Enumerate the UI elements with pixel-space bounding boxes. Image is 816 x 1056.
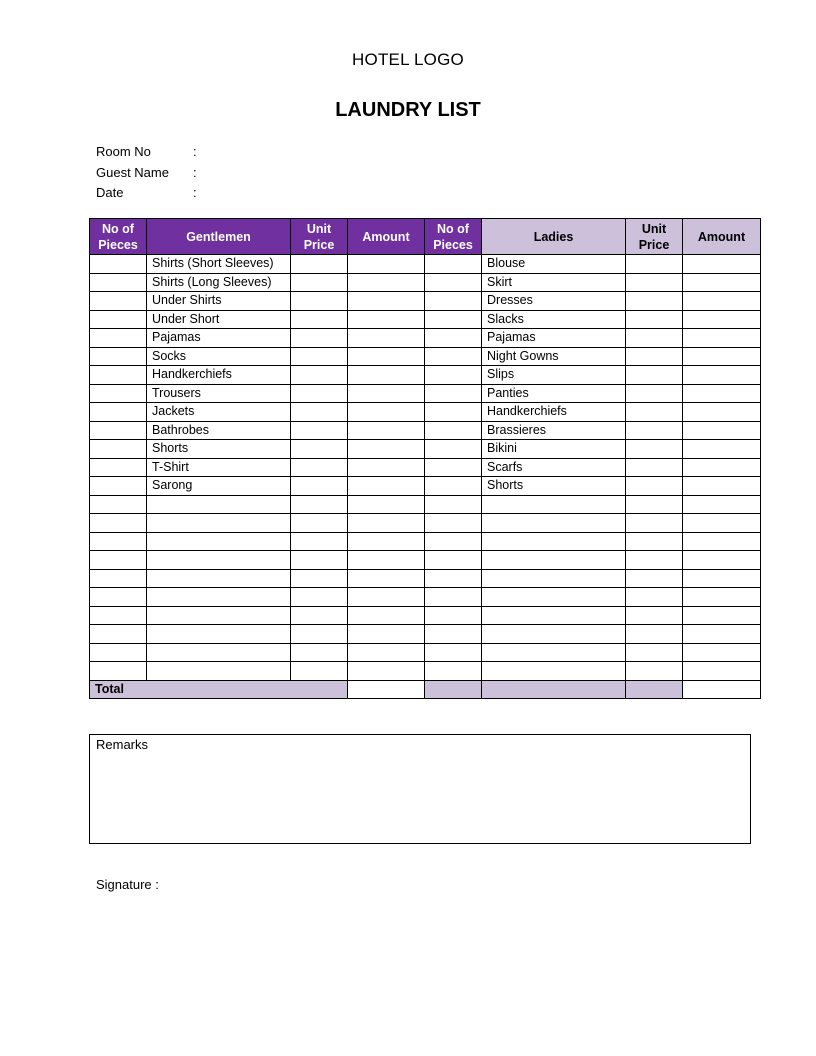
ladies-item-cell: Panties	[482, 384, 626, 403]
ladies-item-cell	[482, 588, 626, 607]
gents-unit-price-cell[interactable]	[291, 458, 348, 477]
ladies-unit-price-cell[interactable]	[626, 643, 683, 662]
ladies-amount-cell[interactable]	[683, 643, 761, 662]
gents-amount-cell[interactable]	[348, 569, 425, 588]
gents-amount-cell[interactable]	[348, 440, 425, 459]
gents-pieces-cell[interactable]	[90, 477, 147, 496]
table-row	[90, 495, 761, 514]
ladies-item-cell: Pajamas	[482, 329, 626, 348]
ladies-unit-price-cell[interactable]	[626, 551, 683, 570]
ladies-item-cell: Brassieres	[482, 421, 626, 440]
ladies-unit-price-cell[interactable]	[626, 273, 683, 292]
ladies-item-cell: Handkerchiefs	[482, 403, 626, 422]
gents-pieces-cell[interactable]	[90, 440, 147, 459]
gents-unit-price-cell[interactable]	[291, 255, 348, 274]
gents-amount-cell[interactable]	[348, 606, 425, 625]
gents-total-amount-cell[interactable]	[348, 680, 425, 699]
table-row	[90, 643, 761, 662]
ladies-amount-cell[interactable]	[683, 329, 761, 348]
gents-item-cell: Pajamas	[147, 329, 291, 348]
gents-pieces-cell[interactable]	[90, 273, 147, 292]
ladies-pieces-cell[interactable]	[425, 310, 482, 329]
gents-item-cell: Bathrobes	[147, 421, 291, 440]
ladies-unit-price-cell[interactable]	[626, 588, 683, 607]
gents-item-cell	[147, 569, 291, 588]
ladies-amount-cell[interactable]	[683, 384, 761, 403]
gents-amount-cell[interactable]	[348, 421, 425, 440]
gents-unit-price-cell[interactable]	[291, 310, 348, 329]
gents-amount-cell[interactable]	[348, 625, 425, 644]
ladies-total-pieces-cell	[425, 680, 482, 699]
ladies-pieces-cell[interactable]	[425, 606, 482, 625]
ladies-item-cell	[482, 569, 626, 588]
ladies-pieces-header: No of Pieces	[425, 219, 482, 255]
gents-item-cell: T-Shirt	[147, 458, 291, 477]
gents-unit-price-cell[interactable]	[291, 366, 348, 385]
laundry-table-body	[90, 255, 761, 681]
room-no-label: Room No	[96, 144, 151, 160]
table-row	[90, 310, 761, 329]
gents-item-cell	[147, 588, 291, 607]
ladies-pieces-cell[interactable]	[425, 403, 482, 422]
gents-unit-price-cell[interactable]	[291, 421, 348, 440]
ladies-unit-price-cell[interactable]	[626, 440, 683, 459]
gents-pieces-cell[interactable]	[90, 458, 147, 477]
ladies-pieces-cell[interactable]	[425, 477, 482, 496]
gents-amount-cell[interactable]	[348, 347, 425, 366]
gents-pieces-cell[interactable]	[90, 551, 147, 570]
gents-amount-cell[interactable]	[348, 532, 425, 551]
ladies-amount-cell[interactable]	[683, 403, 761, 422]
gents-pieces-cell[interactable]	[90, 588, 147, 607]
gents-amount-header: Amount	[348, 219, 425, 255]
gents-amount-cell[interactable]	[348, 384, 425, 403]
ladies-unit-price-cell[interactable]	[626, 569, 683, 588]
table-row	[90, 625, 761, 644]
gents-pieces-cell[interactable]	[90, 606, 147, 625]
ladies-amount-cell[interactable]	[683, 569, 761, 588]
gents-item-cell	[147, 514, 291, 533]
gents-pieces-cell[interactable]	[90, 514, 147, 533]
table-row	[90, 588, 761, 607]
table-row	[90, 273, 761, 292]
ladies-amount-cell[interactable]	[683, 625, 761, 644]
gents-item-cell	[147, 551, 291, 570]
gents-unit-price-cell[interactable]	[291, 662, 348, 681]
ladies-item-cell: Dresses	[482, 292, 626, 311]
ladies-item-cell: Skirt	[482, 273, 626, 292]
ladies-pieces-cell[interactable]	[425, 551, 482, 570]
table-row	[90, 421, 761, 440]
ladies-item-cell: Bikini	[482, 440, 626, 459]
guest-name-label: Guest Name	[96, 164, 169, 180]
table-row	[90, 384, 761, 403]
gents-pieces-cell[interactable]	[90, 421, 147, 440]
ladies-unit-price-cell[interactable]	[626, 458, 683, 477]
ladies-item-cell	[482, 495, 626, 514]
gents-amount-cell[interactable]	[348, 495, 425, 514]
gents-item-cell: Sarong	[147, 477, 291, 496]
gents-item-cell: Shirts (Short Sleeves)	[147, 255, 291, 274]
table-row	[90, 255, 761, 274]
gents-unit-price-cell[interactable]	[291, 514, 348, 533]
gents-unit-price-cell[interactable]	[291, 403, 348, 422]
guest-name-colon: :	[193, 164, 197, 180]
gents-unit-price-cell[interactable]	[291, 588, 348, 607]
table-row	[90, 514, 761, 533]
gents-unit-price-header: Unit Price	[291, 219, 348, 255]
table-row	[90, 606, 761, 625]
table-row	[90, 458, 761, 477]
gents-pieces-cell[interactable]	[90, 292, 147, 311]
gents-unit-price-cell[interactable]	[291, 384, 348, 403]
ladies-item-cell	[482, 625, 626, 644]
gents-pieces-cell[interactable]	[90, 329, 147, 348]
ladies-unit-price-cell[interactable]	[626, 477, 683, 496]
gents-item-cell	[147, 625, 291, 644]
gents-item-cell: Jackets	[147, 403, 291, 422]
gents-item-cell: Shorts	[147, 440, 291, 459]
ladies-item-cell: Shorts	[482, 477, 626, 496]
gents-amount-cell[interactable]	[348, 458, 425, 477]
ladies-pieces-cell[interactable]	[425, 347, 482, 366]
gents-pieces-cell[interactable]	[90, 366, 147, 385]
remarks-box[interactable]	[89, 734, 751, 844]
gents-unit-price-cell[interactable]	[291, 625, 348, 644]
ladies-pieces-cell[interactable]	[425, 273, 482, 292]
ladies-unit-price-cell[interactable]	[626, 403, 683, 422]
gents-pieces-cell[interactable]	[90, 569, 147, 588]
ladies-unit-price-cell[interactable]	[626, 347, 683, 366]
ladies-amount-cell[interactable]	[683, 347, 761, 366]
gents-unit-price-cell[interactable]	[291, 329, 348, 348]
gents-amount-cell[interactable]	[348, 273, 425, 292]
guest-name-row	[96, 163, 203, 184]
table-row	[90, 477, 761, 496]
gents-item-cell: Handkerchiefs	[147, 366, 291, 385]
ladies-pieces-cell[interactable]	[425, 643, 482, 662]
table-row	[90, 403, 761, 422]
table-row	[90, 662, 761, 681]
ladies-unit-price-cell[interactable]	[626, 532, 683, 551]
ladies-amount-cell[interactable]	[683, 366, 761, 385]
ladies-unit-price-cell[interactable]	[626, 495, 683, 514]
gents-item-cell	[147, 495, 291, 514]
table-row	[90, 569, 761, 588]
ladies-pieces-cell[interactable]	[425, 458, 482, 477]
ladies-pieces-cell[interactable]	[425, 662, 482, 681]
ladies-amount-cell[interactable]	[683, 662, 761, 681]
gents-amount-cell[interactable]	[348, 551, 425, 570]
ladies-amount-cell[interactable]	[683, 514, 761, 533]
table-row	[90, 292, 761, 311]
gents-pieces-cell[interactable]	[90, 625, 147, 644]
ladies-amount-cell[interactable]	[683, 458, 761, 477]
total-label: Total	[90, 680, 348, 699]
guest-info	[96, 142, 203, 204]
ladies-unit-price-cell[interactable]	[626, 366, 683, 385]
ladies-amount-cell[interactable]	[683, 606, 761, 625]
ladies-pieces-cell[interactable]	[425, 625, 482, 644]
gents-amount-cell[interactable]	[348, 329, 425, 348]
ladies-unit-price-cell[interactable]	[626, 514, 683, 533]
ladies-unit-price-cell[interactable]	[626, 625, 683, 644]
gents-unit-price-cell[interactable]	[291, 495, 348, 514]
gents-pieces-cell[interactable]	[90, 384, 147, 403]
ladies-item-cell	[482, 662, 626, 681]
total-row	[90, 680, 761, 699]
gents-pieces-header: No of Pieces	[90, 219, 147, 255]
gents-unit-price-cell[interactable]	[291, 440, 348, 459]
gents-item-cell: Trousers	[147, 384, 291, 403]
gents-pieces-cell[interactable]	[90, 310, 147, 329]
table-row	[90, 347, 761, 366]
gents-pieces-cell[interactable]	[90, 403, 147, 422]
gents-amount-cell[interactable]	[348, 255, 425, 274]
gents-pieces-cell[interactable]	[90, 347, 147, 366]
gents-unit-price-cell[interactable]	[291, 643, 348, 662]
ladies-item-cell	[482, 514, 626, 533]
signature-label: Signature :	[96, 877, 159, 892]
ladies-header: Ladies	[482, 219, 626, 255]
ladies-unit-price-cell[interactable]	[626, 606, 683, 625]
remarks-label: Remarks	[96, 737, 149, 752]
ladies-amount-cell[interactable]	[683, 440, 761, 459]
ladies-amount-cell[interactable]	[683, 477, 761, 496]
gents-unit-price-cell[interactable]	[291, 477, 348, 496]
hotel-logo-placeholder: HOTEL LOGO	[352, 50, 464, 69]
ladies-item-cell	[482, 532, 626, 551]
date-label: Date	[96, 185, 124, 201]
gents-item-cell: Under Short	[147, 310, 291, 329]
ladies-item-cell: Blouse	[482, 255, 626, 274]
date-colon: :	[193, 185, 197, 201]
gents-amount-cell[interactable]	[348, 366, 425, 385]
ladies-item-cell: Slips	[482, 366, 626, 385]
ladies-amount-cell[interactable]	[683, 255, 761, 274]
gents-unit-price-cell[interactable]	[291, 532, 348, 551]
ladies-unit-price-cell[interactable]	[626, 421, 683, 440]
gents-item-cell	[147, 606, 291, 625]
ladies-item-cell	[482, 551, 626, 570]
table-row	[90, 366, 761, 385]
ladies-amount-cell[interactable]	[683, 310, 761, 329]
ladies-pieces-cell[interactable]	[425, 255, 482, 274]
ladies-amount-cell[interactable]	[683, 588, 761, 607]
date-row	[96, 183, 203, 204]
gents-pieces-cell[interactable]	[90, 662, 147, 681]
gents-pieces-cell[interactable]	[90, 495, 147, 514]
gents-unit-price-cell[interactable]	[291, 273, 348, 292]
ladies-pieces-cell[interactable]	[425, 532, 482, 551]
gents-item-cell: Shirts (Long Sleeves)	[147, 273, 291, 292]
ladies-pieces-cell[interactable]	[425, 569, 482, 588]
ladies-pieces-cell[interactable]	[425, 421, 482, 440]
ladies-amount-cell[interactable]	[683, 421, 761, 440]
gents-amount-cell[interactable]	[348, 662, 425, 681]
room-no-colon: :	[193, 144, 197, 160]
ladies-total-unit-price-cell	[626, 680, 683, 699]
gents-item-cell: Under Shirts	[147, 292, 291, 311]
ladies-amount-cell[interactable]	[683, 292, 761, 311]
gents-unit-price-cell[interactable]	[291, 569, 348, 588]
ladies-amount-cell[interactable]	[683, 273, 761, 292]
table-row	[90, 532, 761, 551]
gents-unit-price-cell[interactable]	[291, 347, 348, 366]
page-title: LAUNDRY LIST	[335, 99, 481, 121]
gents-pieces-cell[interactable]	[90, 532, 147, 551]
ladies-unit-price-cell[interactable]	[626, 310, 683, 329]
ladies-pieces-cell[interactable]	[425, 366, 482, 385]
ladies-unit-price-cell[interactable]	[626, 662, 683, 681]
ladies-unit-price-cell[interactable]	[626, 255, 683, 274]
ladies-pieces-cell[interactable]	[425, 440, 482, 459]
ladies-item-cell	[482, 643, 626, 662]
gents-amount-cell[interactable]	[348, 310, 425, 329]
gents-amount-cell[interactable]	[348, 403, 425, 422]
ladies-amount-cell[interactable]	[683, 551, 761, 570]
gents-pieces-cell[interactable]	[90, 643, 147, 662]
ladies-unit-price-cell[interactable]	[626, 292, 683, 311]
ladies-unit-price-cell[interactable]	[626, 329, 683, 348]
ladies-item-cell	[482, 606, 626, 625]
ladies-pieces-cell[interactable]	[425, 292, 482, 311]
gents-item-cell	[147, 662, 291, 681]
ladies-amount-cell[interactable]	[683, 495, 761, 514]
table-row	[90, 440, 761, 459]
gentlemen-header: Gentlemen	[147, 219, 291, 255]
gents-unit-price-cell[interactable]	[291, 606, 348, 625]
gents-amount-cell[interactable]	[348, 588, 425, 607]
ladies-unit-price-cell[interactable]	[626, 384, 683, 403]
gents-unit-price-cell[interactable]	[291, 292, 348, 311]
gents-amount-cell[interactable]	[348, 477, 425, 496]
ladies-total-item-cell	[482, 680, 626, 699]
table-row	[90, 551, 761, 570]
ladies-item-cell: Scarfs	[482, 458, 626, 477]
ladies-total-amount-cell[interactable]	[683, 680, 761, 699]
laundry-table	[89, 218, 761, 699]
table-row	[90, 329, 761, 348]
ladies-amount-cell[interactable]	[683, 532, 761, 551]
gents-item-cell: Socks	[147, 347, 291, 366]
gents-amount-cell[interactable]	[348, 292, 425, 311]
ladies-pieces-cell[interactable]	[425, 514, 482, 533]
ladies-amount-header: Amount	[683, 219, 761, 255]
ladies-item-cell: Night Gowns	[482, 347, 626, 366]
ladies-unit-price-header: Unit Price	[626, 219, 683, 255]
table-header-row	[90, 219, 761, 255]
ladies-pieces-cell[interactable]	[425, 329, 482, 348]
gents-item-cell	[147, 532, 291, 551]
ladies-pieces-cell[interactable]	[425, 495, 482, 514]
ladies-item-cell: Slacks	[482, 310, 626, 329]
gents-item-cell	[147, 643, 291, 662]
ladies-pieces-cell[interactable]	[425, 588, 482, 607]
gents-pieces-cell[interactable]	[90, 255, 147, 274]
gents-amount-cell[interactable]	[348, 514, 425, 533]
gents-unit-price-cell[interactable]	[291, 551, 348, 570]
room-no-row	[96, 142, 203, 163]
ladies-pieces-cell[interactable]	[425, 384, 482, 403]
gents-amount-cell[interactable]	[348, 643, 425, 662]
